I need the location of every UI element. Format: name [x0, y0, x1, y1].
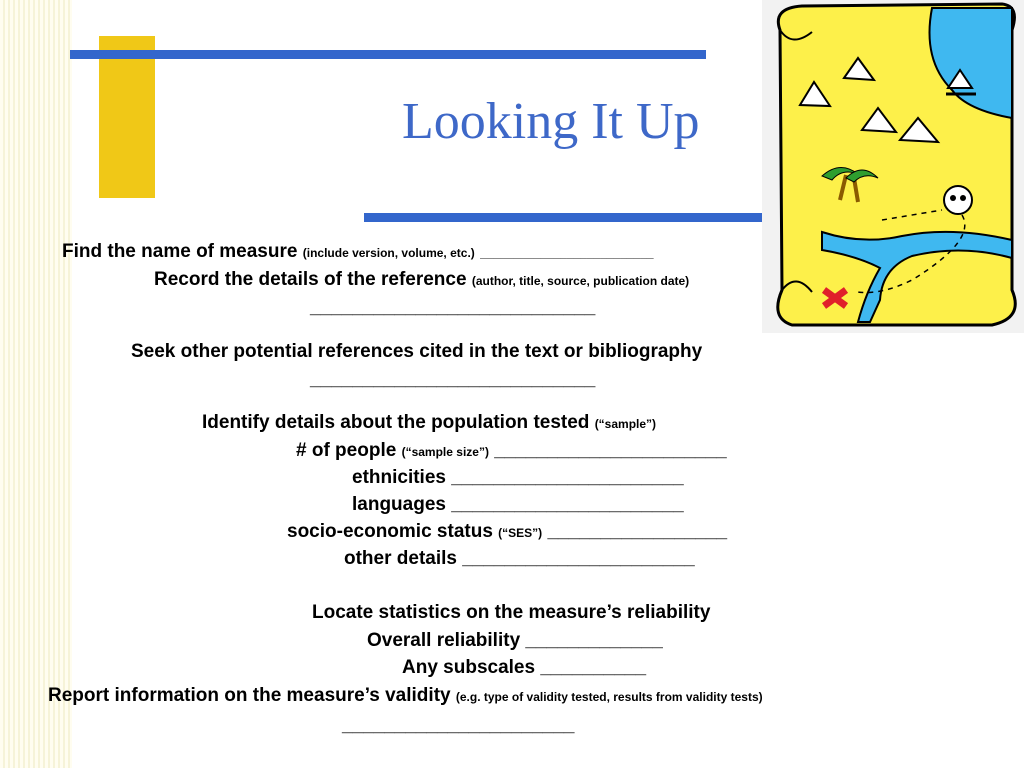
- overall-reliability-line: [367, 631, 663, 650]
- people-label: # of people: [296, 440, 397, 461]
- ses-blank: _________________: [547, 521, 728, 542]
- measure-name-note: (include version, volume, etc.): [302, 246, 475, 260]
- ses-note: (“SES”): [498, 526, 543, 540]
- reliability-label: Locate statistics on the measure’s reliability: [312, 602, 711, 623]
- ses-label: socio-economic status: [287, 521, 493, 542]
- overall-reliability-label: Overall reliability: [367, 630, 521, 651]
- background-stripes: [0, 0, 72, 768]
- blank-line-2: ___________________________: [310, 369, 596, 390]
- reference-details-label: Record the details of the reference: [154, 269, 467, 290]
- people-line: [296, 441, 727, 460]
- other-details-line: [344, 549, 695, 568]
- validity-label: Report information on the measure’s validity: [48, 685, 451, 706]
- ethnicities-line: [352, 468, 684, 487]
- population-line: [202, 413, 656, 432]
- population-label: Identify details about the population tested: [202, 412, 590, 433]
- title-underline: [364, 213, 764, 222]
- blank-line-1: ___________________________: [310, 297, 596, 318]
- blank-line-3: ______________________: [342, 715, 575, 736]
- other-references-label: Seek other potential references cited in the text or bibliography: [131, 341, 703, 362]
- population-note: (“sample”): [594, 417, 657, 431]
- other-details-label: other details: [344, 548, 457, 569]
- subscales-blank: __________: [540, 657, 647, 678]
- top-accent-line: [70, 50, 706, 59]
- validity-line: [48, 686, 763, 705]
- slide-title: Looking It Up: [402, 93, 700, 150]
- measure-name-label: Find the name of measure: [62, 241, 298, 262]
- accent-bar: [99, 36, 155, 198]
- people-note: (“sample size”): [401, 445, 489, 459]
- ethnicities-blank: ______________________: [451, 467, 684, 488]
- subscales-label: Any subscales: [402, 657, 536, 678]
- ses-line: [287, 522, 727, 541]
- languages-line: [352, 495, 684, 514]
- languages-label: languages: [352, 494, 446, 515]
- measure-name-blank: __________________________: [480, 246, 654, 260]
- treasure-map-icon: [762, 0, 1024, 333]
- other-details-blank: ______________________: [462, 548, 695, 569]
- reference-details-note: (author, title, source, publication date): [471, 274, 690, 288]
- ethnicities-label: ethnicities: [352, 467, 446, 488]
- languages-blank: ______________________: [451, 494, 684, 515]
- overall-reliability-blank: _____________: [525, 630, 663, 651]
- people-blank: ______________________: [494, 440, 727, 461]
- reference-details-line: [154, 270, 689, 289]
- validity-note: (e.g. type of validity tested, results from validity tests): [455, 690, 763, 704]
- subscales-line: [402, 658, 646, 677]
- measure-name-line: [62, 242, 654, 261]
